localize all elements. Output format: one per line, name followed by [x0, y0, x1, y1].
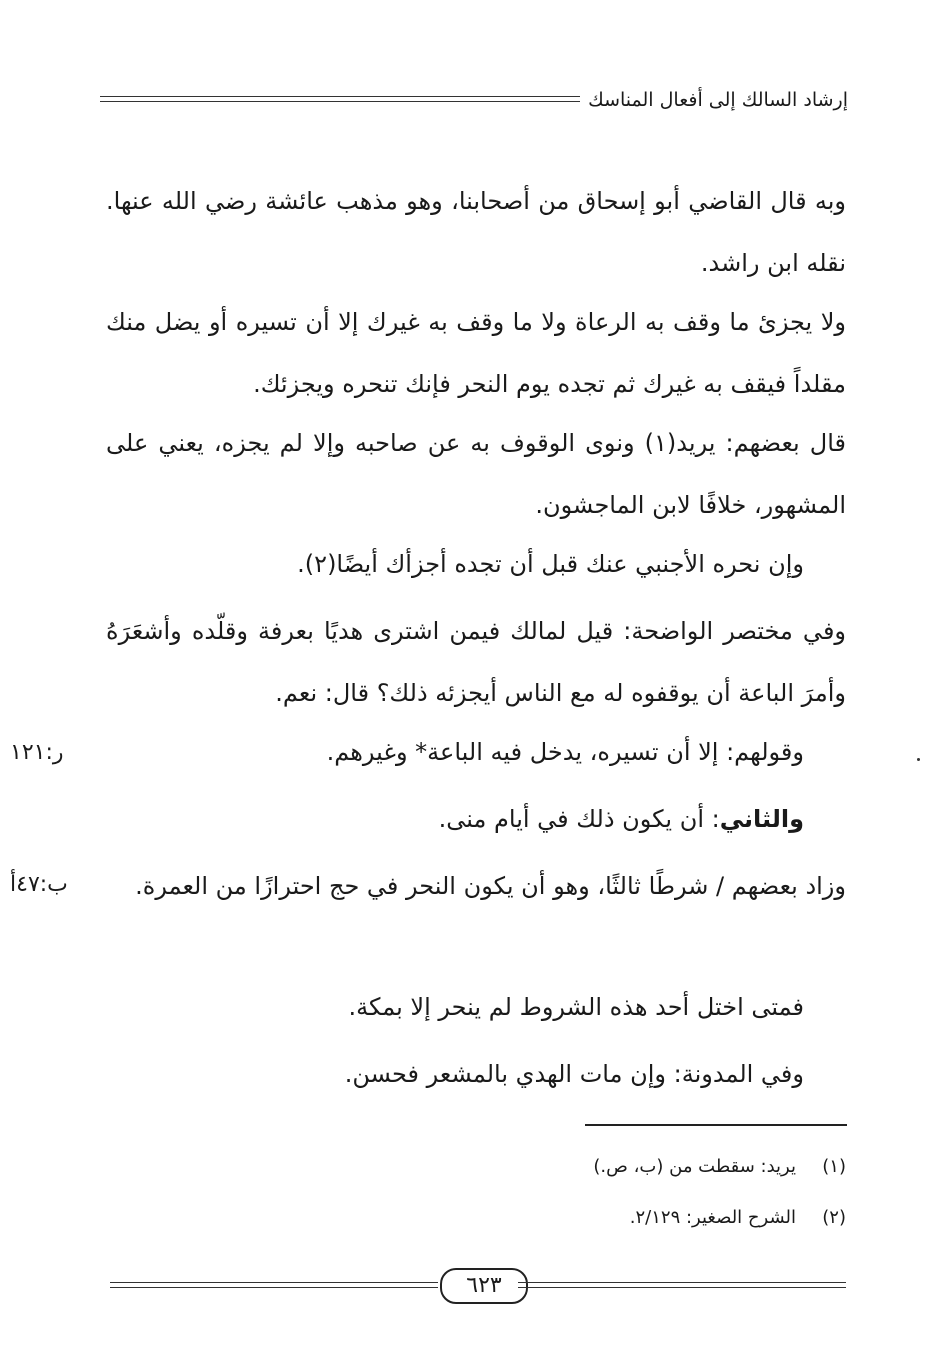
margin-ref-r: ر:١٢١ [10, 740, 64, 765]
running-title: إرشاد السالك إلى أفعال المناسك [588, 89, 848, 111]
paragraph-4: وإن نحره الأجنبي عنك قبل أن تجده أجزأك أيضًا(٢). [297, 550, 804, 578]
paragraph-3: قال بعضهم: يريد(١) ونوى الوقوف به عن صاحبه وإلا لم يجزه، يعني على المشهور، خلافًا لابن الماجشون. [106, 429, 847, 519]
ordinal-label: والثاني [719, 805, 804, 833]
paragraph-7 [439, 788, 804, 850]
margin-ref-b: ب:٤٧أ [10, 872, 68, 897]
paragraph-8: وزاد بعضهم / شرطًا ثالثًا، وهو أن يكون النحر في حج احترازًا من العمرة. [135, 872, 846, 900]
paragraph-10: وفي المدونة: وإن مات الهدي بالمشعر فحسن. [344, 1060, 804, 1088]
footnote-2-number: (٢) [822, 1207, 846, 1228]
footnote-1-text: يريد: سقطت من (ب، ص.) [593, 1156, 796, 1177]
footer-rule-left [110, 1282, 438, 1288]
paragraph-1: وبه قال القاضي أبو إسحاق من أصحابنا، وهو مذهب عائشة رضي الله عنها. نقله ابن راشد. [106, 187, 846, 277]
paragraph-5: وفي مختصر الواضحة: قيل لمالك فيمن اشترى هديًا بعرفة وقلّده وأشعَرَهُ وأمرَ الباعة أن يوقفوه له مع الناس أيجزئه ذلك؟ قال: نعم. [106, 617, 846, 707]
paragraph-2: ولا يجزئ ما وقف به الرعاة ولا ما وقف به غيرك إلا أن تسيره أو يضل منك مقلداً فيقف به غيرك ثم تجده يوم النحر فإنك تنحره ويجزئك. [106, 308, 846, 398]
running-header [100, 88, 848, 112]
footnote-1-number: (١) [822, 1156, 846, 1177]
footnote-1 [593, 1154, 846, 1180]
page-footer [110, 1268, 846, 1308]
margin-dot [917, 758, 920, 761]
footnote-2 [630, 1205, 846, 1231]
page-number: ٦٢٣ [440, 1268, 528, 1304]
footnote-2-text: الشرح الصغير: ٢/١٢٩. [629, 1207, 796, 1228]
paragraph-6: وقولهم: إلا أن تسيره، يدخل فيه الباعة* وغيرهم. [326, 738, 804, 766]
paragraph-9: فمتى اختل أحد هذه الشروط لم ينحر إلا بمكة. [348, 993, 804, 1021]
footer-rule-right [518, 1282, 846, 1288]
paragraph-7-text: : أن يكون ذلك في أيام منى. [438, 805, 720, 833]
footnote-rule [585, 1124, 847, 1126]
header-rule [100, 96, 580, 102]
